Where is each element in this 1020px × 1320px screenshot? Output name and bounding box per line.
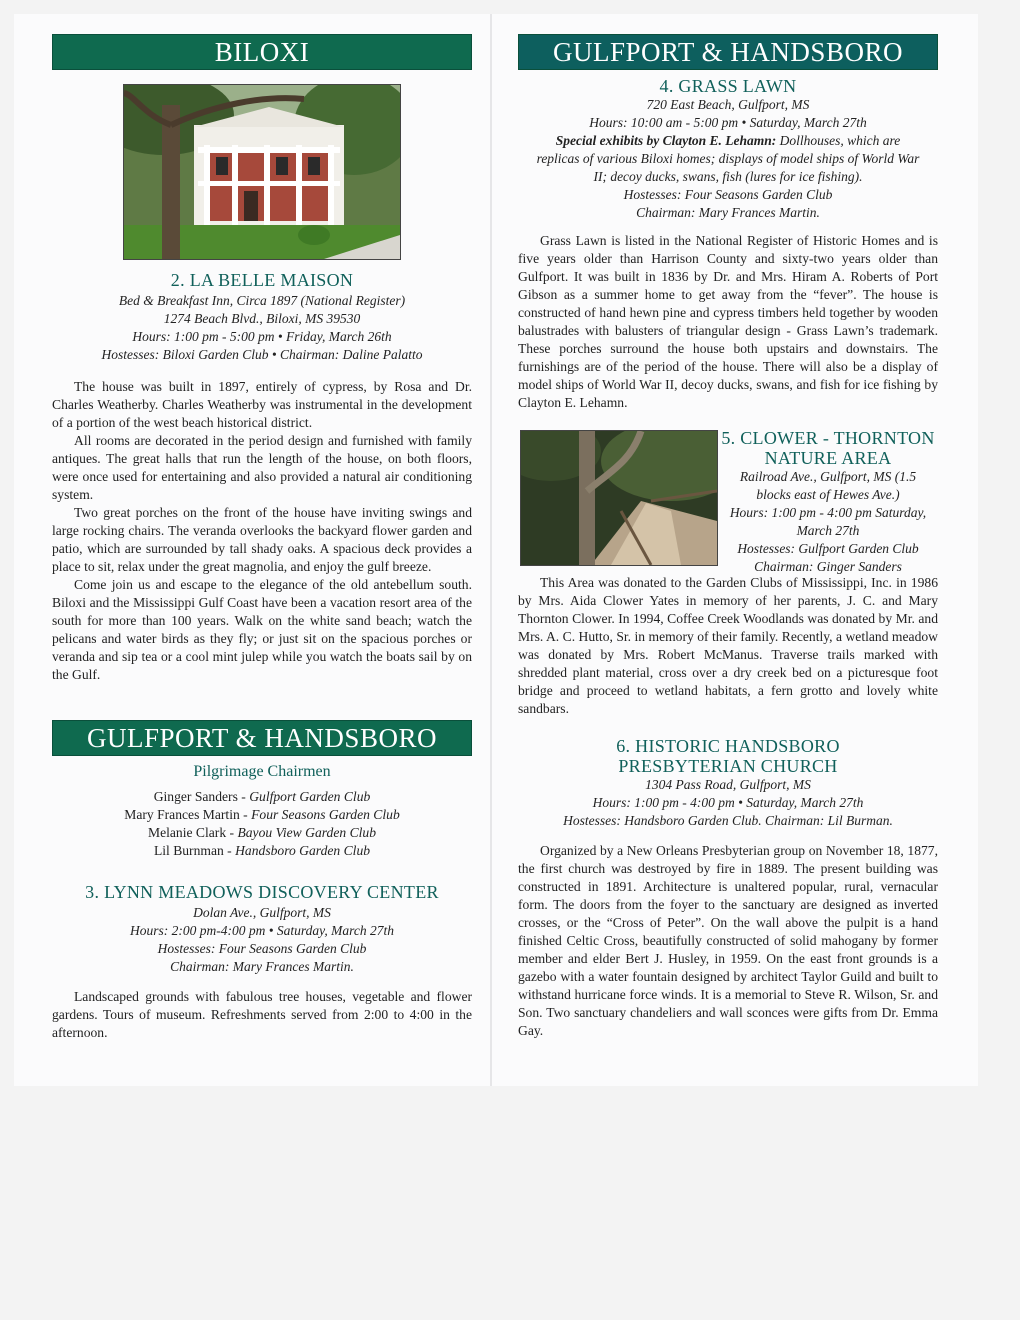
site-5-description — [518, 574, 938, 718]
site-6-title-line: PRESBYTERIAN CHURCH — [618, 756, 838, 776]
paragraph: This Area was donated to the Garden Clubs of Mississippi, Inc. in 1986 by Mrs. Aida Clower Yates in memory of her parents, J. C. and Mary Thornton Clower. In 1994, Coffee Creek Woodlands was donated by Mr. and Mrs. A. C. Hutto, Sr. in memory of their family. Recently, a wetland meadow was donated by Mrs. Robert McManus. Traverse trails marked with shredded plant material, cross over a dry creek bed on a picturesque foot bridge and proceed to wetland habitats, a fern grotto and lovely white sandbars. — [518, 575, 938, 716]
chairman-entry — [52, 842, 472, 860]
site-3-meta-line: Hours: 2:00 pm-4:00 pm • Saturday, March 27th — [130, 923, 394, 938]
site-2-meta — [52, 292, 472, 364]
chairman-club: Handsboro Garden Club — [235, 843, 371, 858]
left-page — [52, 34, 472, 1042]
right-page — [518, 34, 938, 1040]
site-6-description — [518, 842, 938, 1040]
special-exhibits-label: Special exhibits by Clayton E. Lehamn: — [555, 133, 777, 148]
chairman-entry — [52, 788, 472, 806]
paragraph: Come join us and escape to the elegance of the old antebellum south. Biloxi and the Mississippi Gulf Coast have been a vacation resort area of the south for more than 100 years. Walk on the white sand beach; watch the pelicans and water birds as they fly; or just sit on the spacious porches or veranda and sip tea or a cool mint julep while you watch the boats sail by on the Gulf. — [52, 577, 472, 682]
site-3-title: 3. LYNN MEADOWS DISCOVERY CENTER — [85, 882, 439, 902]
site-4-meta-line: Chairman: Mary Frances Martin. — [636, 205, 820, 220]
paragraph: Two great porches on the front of the house have inviting swings and large rocking chairs. The veranda overlooks the backyard flower garden and patio, which are surrounded by tall shady oaks. A spacious deck provides a place to sit, relax under the great magnolia, and enjoy the gulf breeze. — [52, 505, 472, 574]
site-5-meta-line: Railroad Ave., Gulfport, MS (1.5 — [739, 469, 917, 484]
site-5-meta-line: March 27th — [796, 523, 860, 538]
nature-trail-illustration — [521, 431, 717, 565]
site-6-meta-line: Hours: 1:00 pm - 4:00 pm • Saturday, March 27th — [592, 795, 864, 810]
site-3-meta-line: Dolan Ave., Gulfport, MS — [193, 905, 331, 920]
site-2-meta-line: Bed & Breakfast Inn, Circa 1897 (National Register) — [118, 293, 406, 308]
page-fold — [490, 14, 492, 1086]
site-5-block — [518, 428, 938, 574]
chairman-club: Gulfport Garden Club — [249, 789, 371, 804]
chairmen-heading: Pilgrimage Chairmen — [193, 763, 331, 780]
chairman-name: Melanie Clark - — [147, 825, 238, 840]
site-5-title-line: 5. CLOWER - THORNTON — [721, 428, 935, 448]
site-4-meta-line: 720 East Beach, Gulfport, MS — [646, 97, 810, 112]
site-6-title-line: 6. HISTORIC HANDSBORO — [616, 736, 840, 756]
paragraph: Grass Lawn is listed in the National Register of Historic Homes and is five years older than Harrison County and sixty-two years older than Gulfport. It was built in 1836 by Dr. and Mrs. Hiram A. Roberts of Port Gibson as a summer home to get away from the “fever”. The house is constructed of hand hewn pine and cypress timbers held together by wooden balustrades with balusters of triangular design - Grass Lawn’s trademark. These porches surround the house both upstairs and downstairs. The furnishings are of the period of the house. There will also be a display of model ships of World War II, decoy ducks, swans, and fish for ice fishing by Clayton E. Lehamn. — [518, 233, 938, 410]
site-4-meta-line: Hours: 10:00 am - 5:00 pm • Saturday, March 27th — [589, 115, 867, 130]
chairman-name: Ginger Sanders - — [153, 789, 250, 804]
site-5-title-line: NATURE AREA — [764, 448, 892, 468]
site-3-meta — [52, 904, 472, 976]
chairman-entry — [52, 824, 472, 842]
paragraph: Organized by a New Orleans Presbyterian group on November 18, 1877, the first church was destroyed by fire in 1889. The present building was constructed in 1891. Architecture is unaltered popular, rural, vernacular form. The doors from the foyer to the sanctuary are designed as inverted crosses, or the “Cross of Peter”. On the wall above the pulpit is a hand finished Celtic Cross, beautifully constructed of solid mahogany by former member and elder Bert J. Husley, in 1959. On the east front grounds is a gazebo with a water fountain designed by architect Taylor Guild and built to withstand hurricane force winds. It is a memorial to Steve R. Wilson, Sr. and Son. Two sanctuary chandeliers and wall sconces were gifts from Dr. Emma Gay. — [518, 843, 938, 1038]
site-4-special-exhibits — [518, 132, 938, 186]
chairman-club: Bayou View Garden Club — [237, 825, 377, 840]
site-5-info — [718, 428, 938, 576]
chairman-club: Four Seasons Garden Club — [251, 807, 400, 822]
chairman-entry — [52, 806, 472, 824]
site-2-meta-line: Hostesses: Biloxi Garden Club • Chairman: Daline Palatto — [101, 347, 423, 362]
site-3-description — [52, 988, 472, 1042]
site-6-meta — [518, 776, 938, 830]
site-4-title: 4. GRASS LAWN — [659, 76, 797, 96]
photo-la-belle-maison — [123, 84, 401, 260]
site-5-meta-line: Hostesses: Gulfport Garden Club — [737, 541, 919, 556]
paragraph: The house was built in 1897, entirely of cypress, by Rosa and Dr. Charles Weatherby. Charles Weatherby was instrumental in the development of a portion of the west beach historical district. — [52, 379, 472, 430]
site-5-meta-line: blocks east of Hewes Ave.) — [756, 487, 900, 502]
site-2-title: 2. LA BELLE MAISON — [170, 270, 354, 290]
site-4-meta — [518, 96, 938, 222]
site-2-meta-line: Hours: 1:00 pm - 5:00 pm • Friday, March 26th — [132, 329, 392, 344]
banner-gulfport-handsboro: GULFPORT & HANDSBORO — [518, 34, 938, 70]
banner-gulfport-handsboro-left: GULFPORT & HANDSBORO — [52, 720, 472, 756]
paragraph: All rooms are decorated in the period design and furnished with family antiques. The great halls that run the length of the house, on both floors, were once used for entertaining and also provided a natural air conditioning system. — [52, 433, 472, 502]
site-5-title — [718, 428, 938, 468]
house-illustration — [124, 85, 400, 259]
site-3-meta-line: Hostesses: Four Seasons Garden Club — [157, 941, 367, 956]
site-3-meta-line: Chairman: Mary Frances Martin. — [170, 959, 354, 974]
chairman-name: Lil Burnman - — [153, 843, 236, 858]
photo-nature-area — [520, 430, 718, 566]
site-4-meta-line: Hostesses: Four Seasons Garden Club — [623, 187, 833, 202]
site-4-description — [518, 232, 938, 412]
banner-biloxi: BILOXI — [52, 34, 472, 70]
site-2-description — [52, 378, 472, 684]
site-6-meta-line: Hostesses: Handsboro Garden Club. Chairman: Lil Burman. — [563, 813, 893, 828]
site-6-title — [518, 736, 938, 776]
chairman-name: Mary Frances Martin - — [124, 807, 252, 822]
site-5-meta — [718, 468, 938, 576]
paragraph: Landscaped grounds with fabulous tree houses, vegetable and flower gardens. Tours of museum. Refreshments served from 2:00 to 4:00 in the afternoon. — [52, 989, 472, 1040]
site-2-meta-line: 1274 Beach Blvd., Biloxi, MS 39530 — [163, 311, 361, 326]
special-exhibits-text: Dollhouses, which are replicas of various Biloxi homes; displays of model ships of World War II; decoy ducks, swans, fish (lures for ice fishing). — [536, 133, 920, 184]
site-5-meta-line: Hours: 1:00 pm - 4:00 pm Saturday, — [729, 505, 927, 520]
chairmen-list — [52, 788, 472, 860]
site-6-meta-line: 1304 Pass Road, Gulfport, MS — [645, 777, 811, 792]
site-5-meta-line: Chairman: Ginger Sanders — [754, 559, 902, 574]
